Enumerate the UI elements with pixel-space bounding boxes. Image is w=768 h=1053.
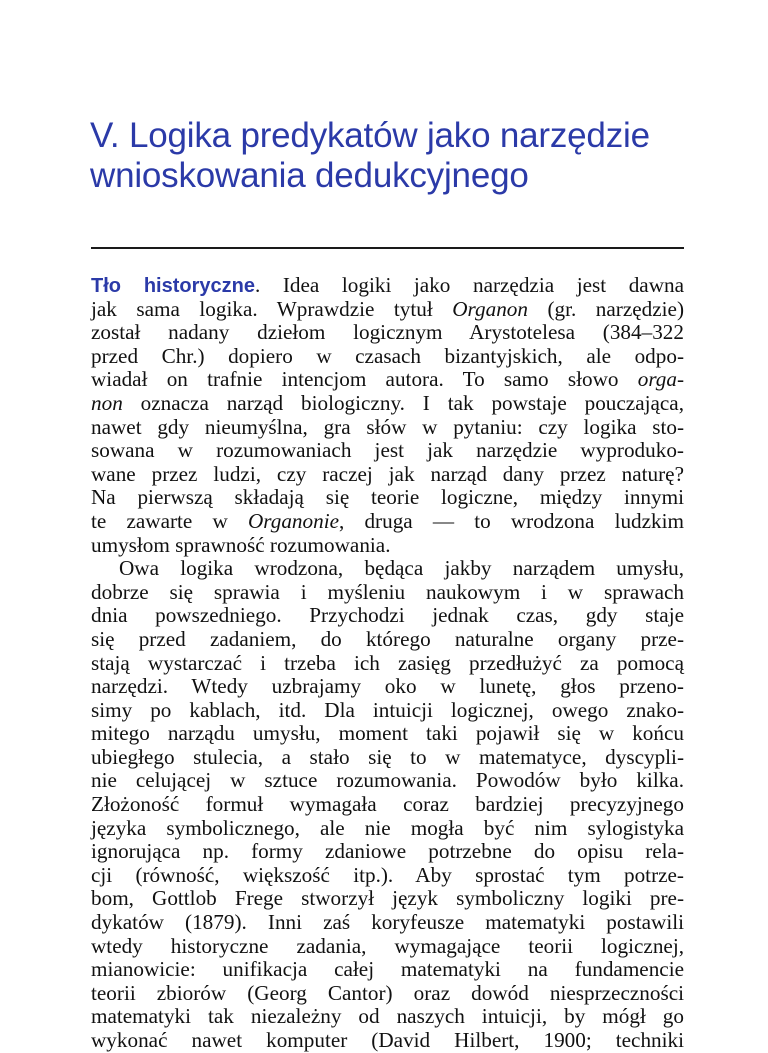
text-line: simy po kablach, itd. Dla intuicji logicznej, owego znako-: [91, 697, 684, 722]
italic-term: orga-: [637, 367, 685, 392]
text-line: wane przez ludzi, czy raczej jak narząd dany przez naturę?: [91, 461, 684, 486]
text-span: (gr. narzędzie): [547, 296, 685, 321]
text-line: języka symbolicznego, ale nie mogła być nim sylogistyka: [91, 815, 684, 840]
italic-term: Organonie: [247, 508, 339, 533]
chapter-title-line-1: V. Logika predykatów jako narzędzie: [90, 116, 650, 155]
text-line: teorii zbiorów (Georg Cantor) oraz dowód niesprzeczności: [91, 980, 684, 1005]
text-span: wiadał on trafnie intencjom autora. To samo słowo: [91, 367, 619, 392]
italic-term: non: [91, 390, 123, 415]
text-line: został nadany dziełom logicznym Arystotelesa (384–322: [91, 320, 684, 345]
text-line: przed Chr.) dopiero w czasach bizantyjskich, ale odpo-: [91, 343, 684, 368]
text-span: Idea logiki jako narzędzia jest dawna: [282, 273, 684, 297]
text-line: dykatów (1879). Inni zaś koryfeusze matematyki postawili: [91, 910, 684, 935]
chapter-title-line-2: wnioskowania dedukcyjnego: [90, 156, 529, 195]
text-line: Złożoność formuł wymagała coraz bardziej precyzyjnego: [91, 792, 684, 817]
text-line: [91, 510, 684, 534]
text-line: ubiegłego stulecia, a stało się to w matematyce, dyscypli-: [91, 744, 684, 769]
section-lead-heading: Tło historyczne: [91, 275, 255, 297]
text-line: wtedy historyczne zadania, wymagające teorii logicznej,: [91, 933, 684, 958]
text-line: cji (równość, większość itp.). Aby sprostać tym potrze-: [91, 862, 684, 887]
text-line: sowana w rozumowaniach jest jak narzędzie wyproduko-: [91, 438, 684, 463]
text-line: [91, 368, 684, 392]
body-paragraphs: [91, 274, 684, 1053]
text-line: się przed zadaniem, do którego naturalne organy prze-: [91, 626, 684, 651]
text-line: [91, 274, 684, 298]
text-span: jak sama logika. Wprawdzie tytuł: [91, 296, 433, 321]
text-line: mitego narządu umysłu, moment taki pojawił się w końcu: [91, 721, 684, 746]
text-line: dobrze się sprawia i myśleniu naukowym i w sprawach: [91, 579, 684, 604]
title-divider: [91, 247, 684, 249]
text-span: , druga — to wrodzona ludzkim: [339, 508, 685, 533]
text-line: [91, 298, 684, 322]
text-line: ignorująca np. formy zdaniowe potrzebne do opisu rela-: [91, 839, 684, 864]
chapter-title: [90, 116, 760, 196]
text-line: Na pierwszą składają się teorie logiczne, między innymi: [91, 485, 684, 510]
text-line: wykonać nawet komputer (David Hilbert, 1900; techniki: [91, 1028, 684, 1052]
text-line: stają wystarczać i trzeba ich zasięg przedłużyć za pomocą: [91, 650, 684, 675]
text-line: nie celującej w sztuce rozumowania. Powodów było kilka.: [91, 768, 684, 793]
section-lead-period: .: [254, 273, 261, 297]
text-line: matematyki tak niezależny od naszych intuicji, by mógł go: [91, 1004, 684, 1029]
text-line: dnia powszedniego. Przychodzi jednak czas, gdy staje: [91, 603, 684, 628]
text-line: Owa logika wrodzona, będąca jakby narządem umysłu,: [119, 556, 684, 581]
italic-term: Organon: [452, 296, 528, 321]
text-line: [91, 392, 684, 416]
text-line: narzędzi. Wtedy uzbrajamy oko w lunetę, głos przeno-: [91, 674, 684, 699]
text-line: umysłom sprawność rozumowania.: [91, 532, 391, 557]
text-span: oznacza narząd biologiczny. I tak powstaje pouczająca,: [140, 390, 685, 415]
text-line: nawet gdy nieumyślna, gra słów w pytaniu: czy logika sto-: [91, 414, 684, 439]
text-span: te zawarte w: [91, 508, 228, 533]
text-line: bom, Gottlob Frege stworzył język symboliczny logiki pre-: [91, 886, 684, 911]
text-line: mianowicie: unifikacja całej matematyki na fundamencie: [91, 957, 684, 982]
